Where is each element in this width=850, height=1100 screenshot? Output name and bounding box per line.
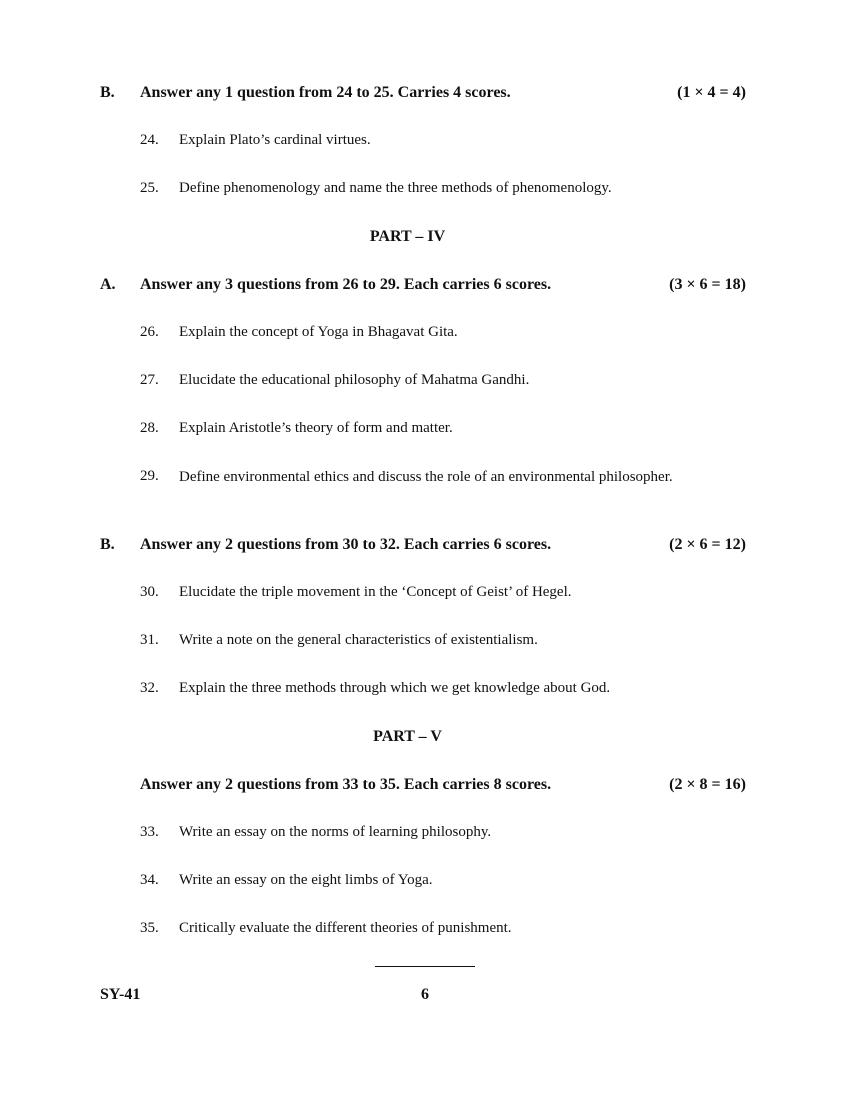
question-number: 24. [140,132,159,148]
section-letter: B. [100,536,115,553]
question-text: Explain Plato’s cardinal virtues. [179,132,371,148]
section-marks: (2 × 8 = 16) [669,776,746,793]
paper-code: SY-41 [100,986,141,1003]
question-text: Critically evaluate the different theories of punishment. [179,920,512,936]
section-instruction: Answer any 1 question from 24 to 25. Carries 4 scores. [140,84,511,101]
section-instruction: Answer any 2 questions from 33 to 35. Each carries 8 scores. [140,776,552,793]
question-text: Write an essay on the norms of learning philosophy. [179,824,492,840]
question-number: 33. [140,824,159,840]
section-letter: B. [100,84,115,101]
end-divider [375,966,475,967]
question-text: Elucidate the triple movement in the ‘Concept of Geist’ of Hegel. [179,584,572,600]
section-letter: A. [100,276,116,293]
question-text: Explain Aristotle’s theory of form and matter. [179,420,453,436]
question-number: 35. [140,920,159,936]
section-marks: (2 × 6 = 12) [669,536,746,553]
question-number: 28. [140,420,159,436]
question-text: Explain the concept of Yoga in Bhagavat Gita. [179,324,458,340]
question-number: 31. [140,632,159,648]
question-number: 34. [140,872,159,888]
question-number: 25. [140,180,159,196]
part-heading: PART – V [373,728,442,745]
section-marks: (3 × 6 = 18) [669,276,746,293]
question-number: 32. [140,680,159,696]
page-number: 6 [421,986,429,1003]
question-number: 30. [140,584,159,600]
question-text: Elucidate the educational philosophy of Mahatma Gandhi. [179,372,530,388]
part-heading: PART – IV [369,228,446,245]
question-text: Define environmental ethics and discuss the role of an environmental philosopher. [179,469,673,485]
section-instruction: Answer any 2 questions from 30 to 32. Each carries 6 scores. [140,536,552,553]
question-number: 26. [140,324,159,340]
question-text: Define phenomenology and name the three methods of phenomenology. [179,180,612,196]
section-instruction: Answer any 3 questions from 26 to 29. Each carries 6 scores. [140,276,552,293]
section-marks: (1 × 4 = 4) [677,84,746,101]
question-text: Write a note on the general characteristics of existentialism. [179,632,538,648]
question-number: 29. [140,468,159,484]
question-text: Write an essay on the eight limbs of Yoga. [179,872,433,888]
question-text: Explain the three methods through which we get knowledge about God. [179,680,611,696]
question-number: 27. [140,372,159,388]
